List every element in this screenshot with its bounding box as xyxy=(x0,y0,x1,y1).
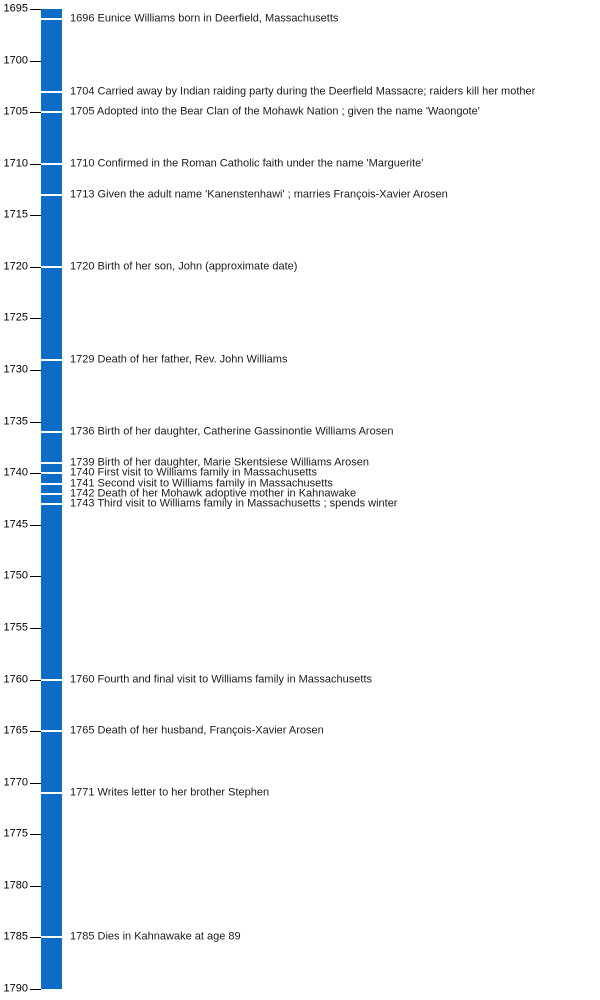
axis-tick-mark xyxy=(30,680,41,681)
axis-tick-mark xyxy=(30,731,41,732)
event-marker-line xyxy=(41,431,62,433)
axis-tick-label: 1705 xyxy=(3,105,28,118)
axis-tick-label: 1730 xyxy=(3,363,28,376)
axis-tick-mark xyxy=(30,783,41,784)
axis-tick-label: 1770 xyxy=(3,776,28,789)
event-label: 1720 Birth of her son, John (approximate date) xyxy=(70,260,298,273)
event-marker-line xyxy=(41,111,62,113)
event-marker-line xyxy=(41,266,62,268)
axis-tick-mark xyxy=(30,525,41,526)
axis-tick-label: 1700 xyxy=(3,54,28,67)
axis-tick-label: 1720 xyxy=(3,260,28,273)
event-label: 1739 Birth of her daughter, Marie Skentsiese Williams Arosen xyxy=(70,456,369,469)
axis-tick-mark xyxy=(30,112,41,113)
axis-tick-label: 1745 xyxy=(3,518,28,531)
axis-tick-label: 1750 xyxy=(3,569,28,582)
event-label: 1710 Confirmed in the Roman Catholic faith under the name 'Marguerite' xyxy=(70,157,424,170)
event-label: 1785 Dies in Kahnawake at age 89 xyxy=(70,930,241,943)
axis-tick-label: 1695 xyxy=(3,2,28,15)
event-marker-line xyxy=(41,730,62,732)
event-marker-line xyxy=(41,91,62,93)
axis-tick-label: 1775 xyxy=(3,827,28,840)
event-marker-line xyxy=(41,462,62,464)
axis-tick-label: 1715 xyxy=(3,208,28,221)
event-marker-line xyxy=(41,163,62,165)
event-marker-line xyxy=(41,936,62,938)
axis-tick-mark xyxy=(30,164,41,165)
event-label: 1742 Death of her Mohawk adoptive mother in Kahnawake xyxy=(70,487,357,500)
axis-tick-label: 1725 xyxy=(3,311,28,324)
axis-tick-mark xyxy=(30,370,41,371)
axis-tick-mark xyxy=(30,267,41,268)
event-marker-line xyxy=(41,483,62,485)
event-label: 1705 Adopted into the Bear Clan of the Mohawk Nation ; given the name 'Waongote' xyxy=(70,105,480,118)
event-label: 1704 Carried away by Indian raiding party during the Deerfield Massacre; raiders kill her mother xyxy=(70,85,536,98)
axis-tick-label: 1740 xyxy=(3,466,28,479)
event-marker-line xyxy=(41,503,62,505)
event-marker-line xyxy=(41,359,62,361)
axis-tick-mark xyxy=(30,473,41,474)
axis-tick-label: 1760 xyxy=(3,673,28,686)
axis-tick-mark xyxy=(30,937,41,938)
event-label: 1741 Second visit to Williams family in Massachusetts xyxy=(70,477,333,490)
axis-tick-mark xyxy=(30,61,41,62)
axis-tick-mark xyxy=(30,215,41,216)
event-label: 1713 Given the adult name 'Kanenstenhawi' ; marries François-Xavier Arosen xyxy=(70,188,448,201)
axis-tick-label: 1780 xyxy=(3,879,28,892)
event-label: 1743 Third visit to Williams family in Massachusetts ; spends winter xyxy=(70,497,398,510)
event-marker-line xyxy=(41,792,62,794)
event-marker-line xyxy=(41,679,62,681)
event-marker-line xyxy=(41,194,62,196)
axis-tick-mark xyxy=(30,886,41,887)
axis-tick-mark xyxy=(30,989,41,990)
event-label: 1771 Writes letter to her brother Stephen xyxy=(70,786,270,799)
event-marker-line xyxy=(41,493,62,495)
event-marker-line xyxy=(41,18,62,20)
axis-tick-mark xyxy=(30,834,41,835)
axis-tick-label: 1755 xyxy=(3,621,28,634)
axis-tick-mark xyxy=(30,318,41,319)
axis-tick-mark xyxy=(30,422,41,423)
axis-tick-mark xyxy=(30,628,41,629)
axis-tick-mark xyxy=(30,9,41,10)
axis-tick-mark xyxy=(30,576,41,577)
axis-tick-label: 1785 xyxy=(3,930,28,943)
event-label: 1765 Death of her husband, François-Xavier Arosen xyxy=(70,724,324,737)
axis-tick-label: 1765 xyxy=(3,724,28,737)
axis-tick-label: 1710 xyxy=(3,157,28,170)
axis-tick-label: 1735 xyxy=(3,415,28,428)
event-label: 1760 Fourth and final visit to Williams family in Massachusetts xyxy=(70,673,373,686)
axis-tick-label: 1790 xyxy=(3,982,28,995)
event-label: 1729 Death of her father, Rev. John Williams xyxy=(70,353,288,366)
event-label: 1740 First visit to Williams family in Massachusetts xyxy=(70,466,317,479)
timeline-bar xyxy=(41,9,62,989)
event-marker-line xyxy=(41,472,62,474)
event-label: 1736 Birth of her daughter, Catherine Gassinontie Williams Arosen xyxy=(70,425,394,438)
event-label: 1696 Eunice Williams born in Deerfield, Massachusetts xyxy=(70,12,339,25)
